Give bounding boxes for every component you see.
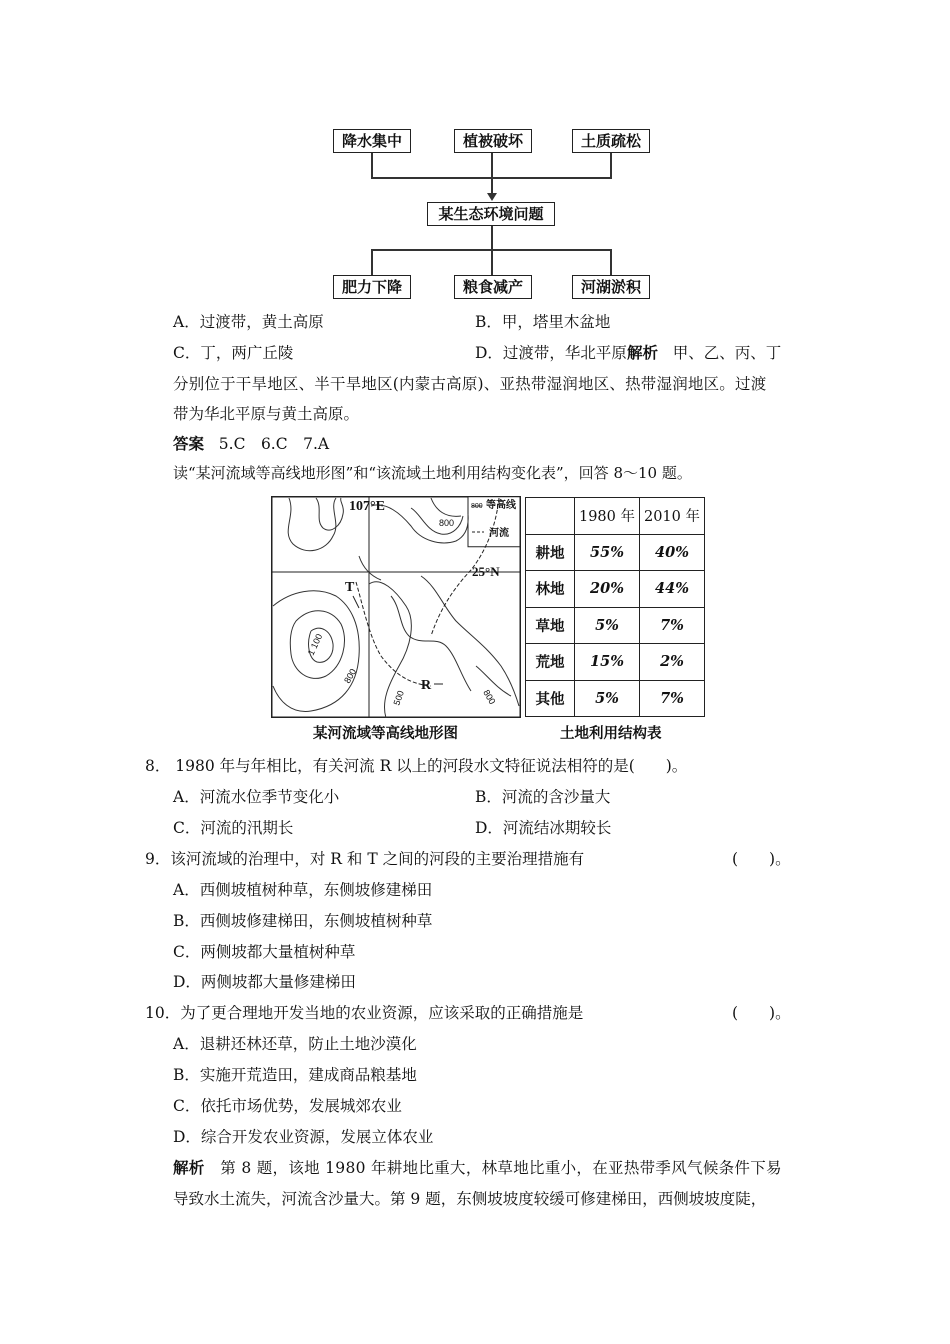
flow-box-grain: 粮食减产 — [454, 275, 532, 299]
analysis-text: 甲、乙、丙、丁 — [672, 344, 782, 362]
contour-map — [271, 496, 521, 718]
analysis2-line1 — [173, 1156, 782, 1178]
table-header: 1980 年 — [575, 498, 640, 535]
table-cell: 2% — [640, 644, 705, 681]
analysis-text: 第 8 题，该地 1980 年耕地比重大，林草地比重小，在亚热带季风气候条件下易 — [220, 1159, 782, 1177]
answer-label: 答案 — [173, 434, 205, 453]
flow-box-rainfall: 降水集中 — [333, 129, 411, 153]
contour-label: 800 — [439, 518, 455, 528]
flow-line — [610, 249, 612, 275]
q9-option-c: C．两侧坡都大量植树种草 — [173, 943, 356, 961]
flow-box-soil: 土质疏松 — [572, 129, 650, 153]
table-cell: 荒地 — [526, 644, 575, 681]
table-cell: 7% — [640, 680, 705, 717]
answer-line — [173, 432, 329, 454]
q10-paren: ( )。 — [732, 1004, 791, 1022]
q7-option-d-line — [475, 341, 781, 363]
analysis-label: 解析 — [173, 1158, 205, 1177]
table-row — [526, 644, 705, 681]
analysis-text: 带为华北平原与黄土高原。 — [173, 405, 360, 423]
analysis-label: 解析 — [626, 343, 658, 362]
q10-option-a: A．退耕还林还草，防止土地沙漠化 — [173, 1035, 417, 1053]
q8-stem: 8． 1980 年与年相比，有关河流 R 以上的河段水文特征说法相符的是( )。 — [145, 757, 688, 775]
legend-contour-label: 等高线 — [486, 500, 516, 511]
contour-label: 1 100 — [305, 632, 325, 657]
contour-label: 500 — [391, 689, 407, 707]
q9-option-b: B．西侧坡修建梯田，东侧坡植树种草 — [173, 912, 433, 930]
contour-label: 800 — [481, 688, 498, 707]
legend-value: 800 — [471, 503, 483, 510]
table-cell: 草地 — [526, 607, 575, 644]
table-cell: 其他 — [526, 680, 575, 717]
table-cell: 55% — [575, 534, 640, 571]
q10-option-b: B．实施开荒造田，建成商品粮基地 — [173, 1066, 417, 1084]
table-header-row — [526, 498, 705, 535]
flow-box-problem: 某生态环境问题 — [427, 202, 555, 226]
table-cell: 7% — [640, 607, 705, 644]
flow-box-vegetation: 植被破坏 — [454, 129, 532, 153]
table-row — [526, 607, 705, 644]
longitude-label: 107°E — [349, 499, 385, 514]
table-cell: 40% — [640, 534, 705, 571]
q8-option-c: C．河流的汛期长 — [173, 819, 294, 837]
table-cell: 20% — [575, 571, 640, 608]
table-cell: 15% — [575, 644, 640, 681]
map-caption: 某河流域等高线地形图 — [313, 725, 458, 742]
q7-option-b: B．甲，塔里木盆地 — [475, 313, 611, 331]
analysis-text: 导致水土流失，河流含沙量大。第 9 题，东侧坡坡度较缓可修建梯田，西侧坡坡度陡， — [173, 1190, 767, 1208]
table-row — [526, 534, 705, 571]
latitude-label: 25°N — [472, 564, 500, 579]
q9-stem: 9．该河流域的治理中，对 R 和 T 之间的河段的主要治理措施有 — [145, 850, 585, 868]
table-header: 2010 年 — [640, 498, 705, 535]
q8-option-a: A．河流水位季节变化小 — [173, 788, 340, 806]
flow-line — [371, 153, 373, 178]
q8-option-b: B．河流的含沙量大 — [475, 788, 611, 806]
q7-option-c: C．丁，两广丘陵 — [173, 344, 294, 362]
intro-text: 读“某河流域等高线地形图”和“该流域土地利用结构变化表”，回答 8～10 题。 — [173, 464, 692, 482]
legend-river-label: 河流 — [489, 528, 509, 539]
table-cell: 林地 — [526, 571, 575, 608]
point-t-label: T — [345, 580, 355, 595]
flow-line — [491, 226, 493, 250]
q9-option-d: D．两侧坡都大量修建梯田 — [173, 973, 356, 991]
q10-stem: 10．为了更合理地开发当地的农业资源，应该采取的正确措施是 — [145, 1004, 584, 1022]
q10-option-c: C．依托市场优势，发展城郊农业 — [173, 1097, 402, 1115]
table-cell: 5% — [575, 680, 640, 717]
land-use-table — [525, 497, 705, 717]
flow-line — [491, 249, 493, 275]
table-cell: 44% — [640, 571, 705, 608]
table-header — [526, 498, 575, 535]
q9-paren: ( )。 — [732, 850, 791, 868]
flow-line — [371, 249, 373, 275]
flow-line — [610, 153, 612, 178]
flow-box-silt: 河湖淤积 — [572, 275, 650, 299]
q7-option-a: A．过渡带，黄土高原 — [173, 313, 324, 331]
answer-value: 5.C 6.C 7.A — [218, 435, 330, 453]
table-row — [526, 680, 705, 717]
point-r-label: R — [421, 678, 432, 693]
analysis-text: 分别位于干旱地区、半干旱地区(内蒙古高原)、亚热带湿润地区、热带湿润地区。过渡 — [173, 375, 767, 393]
contour-label: 800 — [342, 666, 359, 685]
flow-line — [491, 177, 493, 194]
flow-box-fertility: 肥力下降 — [333, 275, 411, 299]
table-caption: 土地利用结构表 — [560, 725, 662, 742]
table-row — [526, 571, 705, 608]
q9-option-a: A．西侧坡植树种草，东侧坡修建梯田 — [173, 881, 433, 899]
table-cell: 5% — [575, 607, 640, 644]
q10-option-d: D．综合开发农业资源，发展立体农业 — [173, 1128, 434, 1146]
flow-line — [491, 153, 493, 178]
table-cell: 耕地 — [526, 534, 575, 571]
q7-option-d: D．过渡带，华北平原 — [475, 344, 627, 362]
q8-option-d: D．河流结冰期较长 — [475, 819, 612, 837]
arrow-down-icon — [487, 193, 497, 201]
